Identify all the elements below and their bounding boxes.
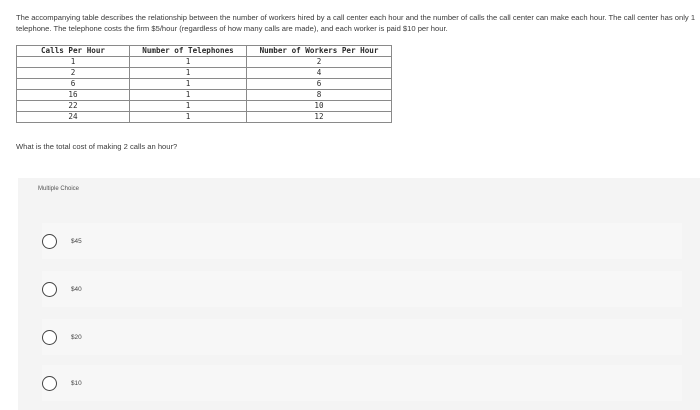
answer-option-20[interactable]	[42, 319, 682, 355]
table-cell: 1	[130, 68, 247, 79]
answer-option-label: $40	[71, 285, 82, 293]
question-type-label: Multiple Choice	[38, 186, 80, 192]
table-cell: 22	[17, 101, 130, 112]
table-row	[17, 57, 392, 68]
table-cell: 6	[17, 79, 130, 90]
radio-button[interactable]	[42, 282, 57, 297]
table-header-row	[17, 46, 392, 57]
table-cell: 6	[247, 79, 392, 90]
answer-option-label: $10	[71, 379, 82, 387]
column-header-workers: Number of Workers Per Hour	[247, 46, 392, 57]
column-header-telephones: Number of Telephones	[130, 46, 247, 57]
table-row	[17, 90, 392, 101]
table-cell: 4	[247, 68, 392, 79]
answer-option-label: $45	[71, 237, 82, 245]
table-row	[17, 101, 392, 112]
problem-description: The accompanying table describes the relationship between the number of workers hired by a call center each hour and the number of calls the call center can make each hour. The call center has only 1 telephone. The telephone costs the firm $5/hour (regardless of how many calls are made), and each worker is paid $10 per hour.	[16, 13, 696, 33]
answer-option-40[interactable]	[42, 271, 682, 307]
table-cell: 1	[130, 112, 247, 123]
question-text: What is the total cost of making 2 calls an hour?	[16, 142, 178, 151]
answer-option-10[interactable]	[42, 365, 682, 401]
table-cell: 24	[17, 112, 130, 123]
table-cell: 10	[247, 101, 392, 112]
radio-button[interactable]	[42, 234, 57, 249]
table-cell: 2	[247, 57, 392, 68]
radio-button[interactable]	[42, 330, 57, 345]
data-table	[16, 45, 392, 123]
table-cell: 1	[130, 101, 247, 112]
table-cell: 1	[130, 90, 247, 101]
column-header-calls: Calls Per Hour	[17, 46, 130, 57]
radio-button[interactable]	[42, 376, 57, 391]
table-cell: 1	[17, 57, 130, 68]
table-row	[17, 68, 392, 79]
table-cell: 8	[247, 90, 392, 101]
answer-option-45[interactable]	[42, 223, 682, 259]
table-cell: 1	[130, 57, 247, 68]
table-cell: 2	[17, 68, 130, 79]
table-row	[17, 112, 392, 123]
table-cell: 12	[247, 112, 392, 123]
table-cell: 1	[130, 79, 247, 90]
table-row	[17, 79, 392, 90]
answer-option-label: $20	[71, 333, 82, 341]
table-cell: 16	[17, 90, 130, 101]
